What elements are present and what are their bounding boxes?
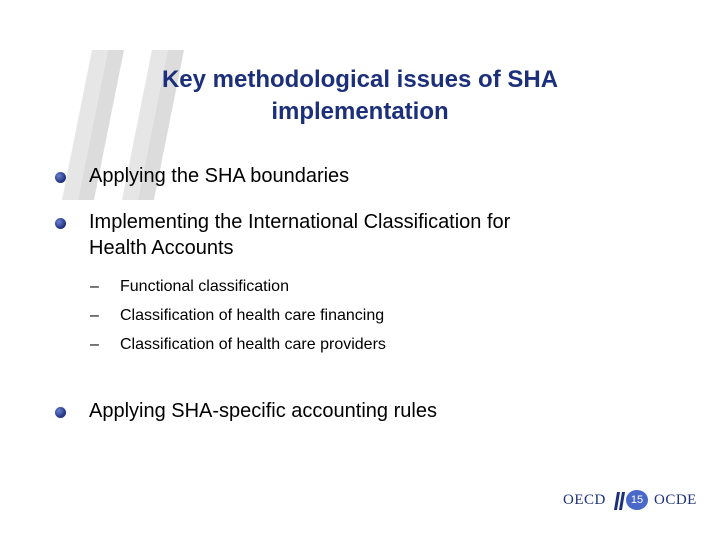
slide-title-line: implementation bbox=[271, 98, 449, 125]
page-number-badge: 15 bbox=[626, 490, 648, 510]
bullet-item bbox=[55, 163, 655, 189]
bullet-text: Health Accounts bbox=[89, 237, 234, 259]
footer-logo bbox=[555, 488, 705, 514]
sub-item bbox=[90, 277, 590, 297]
round-bullet-icon bbox=[55, 218, 66, 229]
bullet-text: Implementing the International Classification for bbox=[89, 211, 511, 233]
bullet-text: Applying the SHA boundaries bbox=[89, 165, 350, 187]
bullet-text: Applying SHA-specific accounting rules bbox=[89, 400, 437, 422]
bullet-item bbox=[55, 209, 655, 261]
footer-oecd-text: OECD bbox=[563, 492, 606, 508]
sub-item-text: Functional classification bbox=[120, 278, 289, 295]
sub-item bbox=[90, 306, 590, 326]
sub-item-text: Classification of health care financing bbox=[120, 307, 385, 324]
round-bullet-icon bbox=[55, 407, 66, 418]
round-bullet-icon bbox=[55, 172, 66, 183]
dash-marker: – bbox=[90, 278, 99, 295]
footer-ocde-text: OCDE bbox=[654, 492, 697, 508]
dash-marker: – bbox=[90, 307, 99, 324]
bullet-item bbox=[55, 398, 655, 424]
dash-marker: – bbox=[90, 336, 99, 353]
sub-item-text: Classification of health care providers bbox=[120, 336, 386, 353]
slide-title bbox=[70, 64, 650, 128]
sub-item bbox=[90, 335, 590, 355]
slide-title-line: Key methodological issues of SHA bbox=[161, 66, 559, 93]
